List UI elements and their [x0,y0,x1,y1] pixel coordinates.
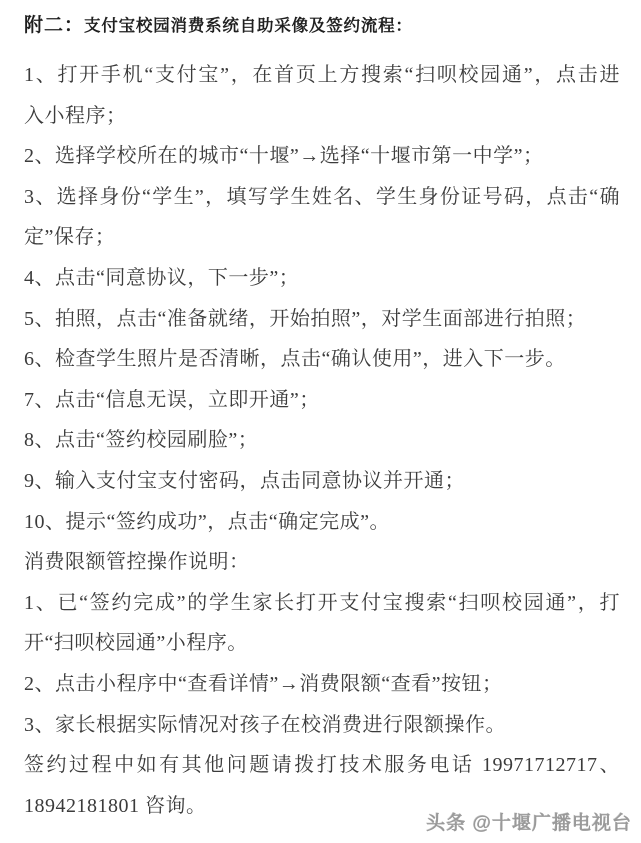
step-4: 4、点击“同意协议，下一步”； [24,266,300,289]
limit-step-2: 2、点击小程序中“查看详情”→消费限额“查看”按钮； [24,672,503,695]
document-body [24,10,620,826]
step-3-line-1: 3、选择身份“学生”，填写学生姓名、学生身份证号码，点击“确 [24,185,620,208]
title-text: 支付宝校园消费系统自助采像及签约流程： [84,16,413,35]
limit-section-heading: 消费限额管控操作说明： [24,551,250,574]
step-1-line-1: 1、打开手机“支付宝”，在首页上方搜索“扫呗校园通”，点击进 [24,64,620,86]
step-10: 10、提示“签约成功”，点击“确定完成”。 [24,510,391,533]
watermark-toutiao: 头条 @十堰广播电视台 [426,813,632,834]
step-6: 6、检查学生照片是否清晰，点击“确认使用”，进入下一步。 [24,348,566,371]
title-prefix: 附二： [24,15,85,36]
document-title [24,10,620,43]
limit-step-1-line-2: 开“扫呗校园通”小程序。 [24,632,248,655]
step-2: 2、选择学校所在的城市“十堰”→选择“十堰市第一中学”； [24,145,544,168]
contact-note-line-1: 签约过程中如有其他问题请拨打技术服务电话 19971712717、 [24,754,620,777]
contact-note-line-2: 18942181801 咨询。 [24,794,207,817]
step-1-line-2: 入小程序； [24,104,127,127]
limit-step-1-line-1: 1、已“签约完成”的学生家长打开支付宝搜索“扫呗校园通”，打 [24,591,620,614]
step-5: 5、拍照，点击“准备就绪，开始拍照”，对学生面部进行拍照； [24,307,587,330]
limit-step-3: 3、家长根据实际情况对孩子在校消费进行限额操作。 [24,713,506,736]
step-8: 8、点击“签约校园刷脸”； [24,429,259,452]
step-7: 7、点击“信息无误，立即开通”； [24,388,320,411]
step-3-line-2: 定”保存； [24,226,116,249]
step-9: 9、输入支付宝支付密码，点击同意协议并开通； [24,469,465,492]
